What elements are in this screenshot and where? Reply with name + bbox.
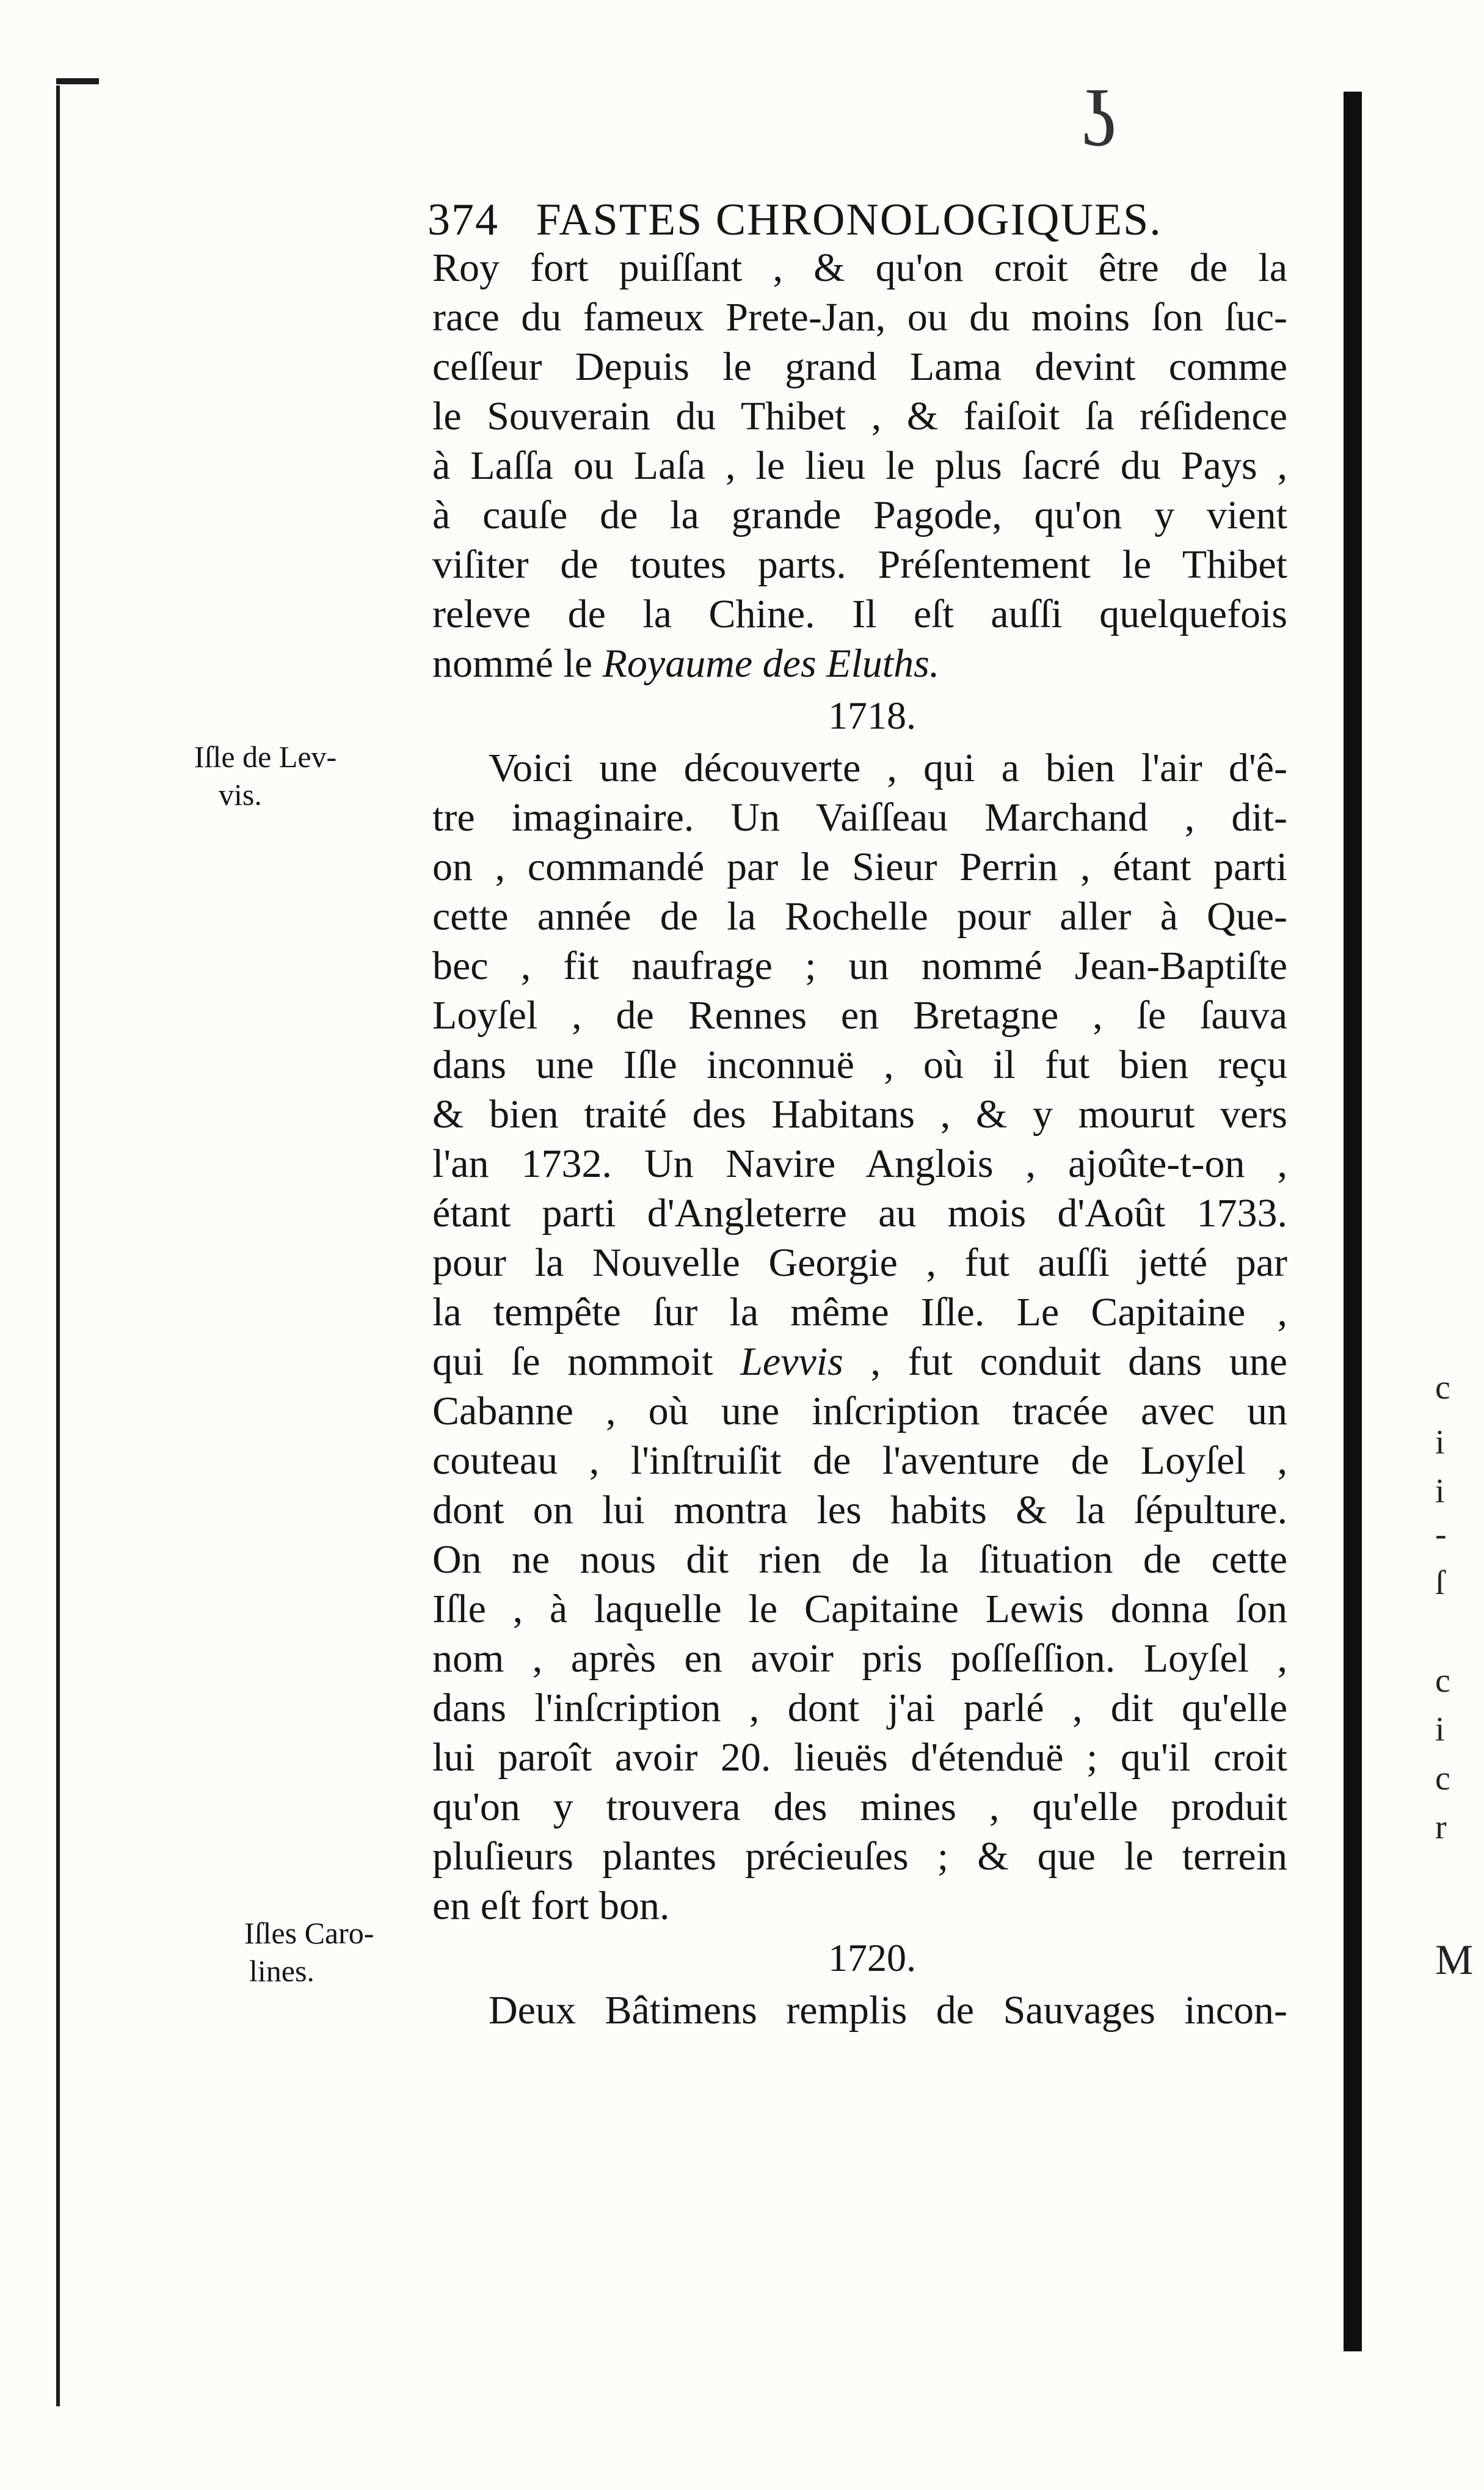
margin-note-line: vis. [219, 777, 262, 812]
right-edge-fragment: c [1435, 1369, 1450, 1407]
left-margin-rule-top [56, 78, 99, 84]
text-line: tre imaginaire. Un Vaiſſeau Marchand , dit- [432, 795, 1287, 840]
text-line: à Laſſa ou Laſa , le lieu le plus ſacré du Pays , [432, 443, 1287, 488]
right-edge-fragment: i [1435, 1473, 1445, 1510]
right-edge-fragment: i [1435, 1424, 1445, 1462]
text-line: Iſle , à laquelle le Capitaine Lewis donna ſon [432, 1587, 1287, 1631]
binding-gutter-shadow [1344, 92, 1362, 2351]
margin-note-isles-carolines [194, 1914, 426, 1990]
margin-note-isle-levis [194, 738, 426, 814]
page-number: 374 [427, 195, 499, 245]
text-line: dans l'inſcription , dont j'ai parlé , dit qu'elle [432, 1686, 1287, 1730]
text-line: à cauſe de la grande Pagode, qu'on y vient [432, 493, 1287, 537]
text-line: cette année de la Rochelle pour aller à Que- [432, 894, 1287, 939]
text-line: dans une Iſle inconnuë , où il fut bien reçu [432, 1043, 1287, 1087]
right-edge-fragment: c [1435, 1662, 1450, 1700]
main-text-column [432, 243, 1287, 2035]
text-line: dont on lui montra les habits & la ſépulture. [432, 1488, 1287, 1532]
margin-note-line: lines. [249, 1954, 315, 1988]
text-line: lui paroît avoir 20. lieuës d'étenduë ; qu'il croit [432, 1735, 1287, 1780]
right-edge-fragment: i [1435, 1711, 1445, 1749]
pencil-mark: ʖ [1081, 75, 1116, 163]
running-title: FASTES CHRONOLOGIQUES. [536, 195, 1162, 245]
right-edge-fragment: ſ [1435, 1564, 1445, 1602]
text-line: releve de la Chine. Il eſt auſſi quelquefois [432, 592, 1287, 636]
text-line: pluſieurs plantes précieuſes ; & que le terrein [432, 1834, 1287, 1879]
margin-note-line: Iſles Caro- [244, 1916, 374, 1950]
italic-term: Royaume des Eluths. [602, 641, 940, 686]
italic-name: Levvis [740, 1339, 843, 1384]
text-line [432, 1337, 1287, 1386]
right-edge-fragment: c [1435, 1760, 1450, 1797]
text-line: la tempête ſur la même Iſle. Le Capitaine , [432, 1290, 1287, 1334]
text-line: en eſt fort bon. [432, 1884, 670, 1928]
text-fragment: qui ſe nommoit [432, 1339, 741, 1384]
text-line: On ne nous dit rien de la ſituation de cette [432, 1537, 1287, 1582]
text-line: l'an 1732. Un Navire Anglois , ajoûte-t-on , [432, 1141, 1287, 1186]
right-edge-fragment: - [1435, 1515, 1447, 1553]
right-edge-fragment: r [1435, 1808, 1447, 1846]
running-head [427, 194, 1301, 246]
text-line: Voici une découverte , qui a bien l'air d'ê- [489, 746, 1287, 790]
text-line [432, 639, 1287, 688]
text-line: Loyſel , de Rennes en Bretagne , ſe ſauva [432, 993, 1287, 1038]
text-line: nom , après en avoir pris poſſeſſion. Loyſel , [432, 1636, 1287, 1681]
text-line: le Souverain du Thibet , & faiſoit ſa réſidence [432, 394, 1287, 439]
text-line: étant parti d'Angleterre au mois d'Août 1733. [432, 1191, 1287, 1236]
text-line: qu'on y trouvera des mines , qu'elle produit [432, 1785, 1287, 1829]
text-line: pour la Nouvelle Georgie , fut auſſi jetté par [432, 1240, 1287, 1285]
text-line: Cabanne , où une inſcription tracée avec un [432, 1389, 1287, 1433]
text-line: bec , fit naufrage ; un nommé Jean-Baptiſte [432, 944, 1287, 988]
year-heading: 1718. [828, 694, 916, 737]
year-heading: 1720. [828, 1936, 916, 1979]
right-edge-fragment: M [1435, 1937, 1474, 1984]
text-fragment: , fut conduit dans une [843, 1339, 1287, 1384]
text-line: race du fameux Prete-Jan, ou du moins ſon ſuc- [432, 295, 1287, 340]
text-line: & bien traité des Habitans , & y mourut vers [432, 1092, 1287, 1137]
text-line: on , commandé par le Sieur Perrin , étant parti [432, 845, 1287, 889]
text-line: ceſſeur Depuis le grand Lama devint comme [432, 344, 1287, 389]
text-fragment: nommé le [432, 641, 603, 686]
text-line: viſiter de toutes parts. Préſentement le Thibet [432, 542, 1287, 587]
left-margin-rule [56, 86, 60, 2406]
margin-note-line: Iſle de Lev- [194, 740, 337, 774]
text-line: Deux Bâtimens remplis de Sauvages incon- [489, 1988, 1287, 2033]
text-line: Roy fort puiſſant , & qu'on croit être de la [432, 246, 1287, 290]
text-line: couteau , l'inſtruiſit de l'aventure de Loyſel , [432, 1438, 1287, 1483]
